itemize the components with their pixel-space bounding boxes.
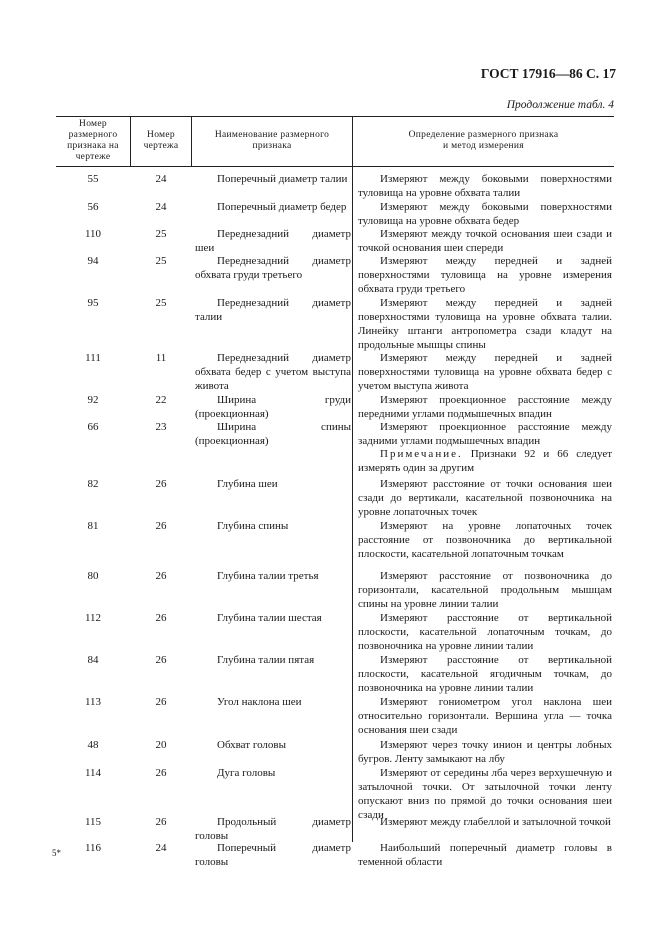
feature-name: Обхват головы	[217, 739, 286, 751]
column-header-definition: Определение размерного признака и метод измерения	[408, 130, 559, 151]
drawing-number: 22	[155, 394, 167, 406]
feature-name: Глубина талии шестая	[217, 612, 322, 624]
feature-definition: Измеряют между передней и задней поверхностями туловища на уровне измерения обхвата груди третьего	[358, 255, 612, 295]
feature-definition: Измеряют проекционное расстояние между задними углами подмышечных впадин	[358, 421, 612, 447]
feature-name: Угол наклона шеи	[217, 696, 302, 708]
table-row	[56, 653, 614, 695]
page-footer-mark: 5*	[52, 848, 61, 858]
drawing-number: 26	[155, 816, 167, 828]
drawing-number: 26	[155, 570, 167, 582]
feature-definition: Измеряют гониометром угол наклона шеи относительно горизонтали. Вершина угла — точка основания шеи сзади	[358, 696, 612, 736]
table-row	[56, 254, 614, 296]
table-row	[56, 351, 614, 393]
table-row	[56, 695, 614, 738]
feature-number: 56	[87, 201, 99, 213]
drawing-number: 24	[155, 201, 167, 213]
feature-name: Глубина шеи	[217, 478, 278, 490]
feature-number: 82	[87, 478, 99, 490]
feature-name: Ширина спины (проекционная)	[195, 421, 351, 447]
feature-number: 81	[87, 520, 99, 532]
feature-number: 55	[87, 173, 99, 185]
table-top-rule	[56, 116, 614, 117]
table-row	[56, 841, 614, 869]
note-title: Примечание.	[380, 448, 463, 460]
table-row	[56, 200, 614, 227]
feature-name: Переднезадний диаметр обхвата груди третьего	[195, 255, 351, 281]
feature-name: Продольный диаметр головы	[195, 816, 351, 842]
table-row	[56, 519, 614, 569]
feature-definition: Измеряют между передней и задней поверхностями туловища на уровне обхвата талии. Линейку штанги антропометра сзади кладут на продольные мышцы спины	[358, 297, 612, 351]
table-row	[56, 393, 614, 420]
drawing-number: 26	[155, 612, 167, 624]
drawing-number: 26	[155, 654, 167, 666]
table-row	[56, 227, 614, 254]
table-row	[56, 766, 614, 821]
table-row	[56, 477, 614, 519]
drawing-number: 24	[155, 173, 167, 185]
feature-number: 66	[87, 421, 99, 433]
table-row	[56, 172, 614, 200]
drawing-number: 11	[155, 352, 167, 364]
feature-number: 116	[84, 842, 102, 854]
feature-definition: Измеряют между точкой основания шеи сзади и точкой основания шеи спереди	[358, 228, 612, 254]
feature-number: 114	[84, 767, 102, 779]
feature-name: Поперечный диаметр бедер	[217, 201, 347, 213]
feature-definition: Измеряют на уровне лопаточных точек расстояние от позвоночника до вертикальной плоскости, касательной лопаточным точкам	[358, 520, 612, 560]
feature-number: 94	[87, 255, 99, 267]
table-row	[56, 296, 614, 351]
feature-definition: Измеряют между боковыми поверхностями туловища на уровне обхвата талии	[358, 173, 612, 199]
feature-definition: Наибольший поперечный диаметр головы в теменной области	[358, 842, 612, 868]
feature-definition: Измеряют между глабеллой и затылочной точкой	[380, 816, 611, 828]
feature-name: Глубина спины	[217, 520, 289, 532]
drawing-number: 26	[155, 696, 167, 708]
note-text	[358, 447, 612, 475]
table-row	[56, 738, 614, 766]
drawing-number: 26	[155, 767, 167, 779]
feature-name: Переднезадний диаметр талии	[195, 297, 351, 323]
drawing-number: 24	[155, 842, 167, 854]
table-row	[56, 569, 614, 611]
drawing-number: 25	[155, 255, 167, 267]
column-header-number: Номер размерного признака на чертеже	[67, 119, 119, 162]
feature-definition: Измеряют расстояние от позвоночника до горизонтали, касательной продольным мышцам спины на уровне линии талии	[358, 570, 612, 610]
table-row	[56, 420, 614, 447]
page-header: ГОСТ 17916—86 С. 17	[480, 66, 616, 81]
feature-definition: Измеряют между передней и задней поверхностями туловища на уровне обхвата бедер с учетом выступа живота	[358, 352, 612, 392]
drawing-number: 25	[155, 297, 167, 309]
table-header-rule	[56, 166, 614, 167]
feature-definition: Измеряют от середины лба через верхушечную и затылочной точки. От затылочной точки ленту опускают вниз по прямой до точки основания шеи сзади	[358, 767, 612, 821]
feature-definition: Измеряют расстояние от вертикальной плоскости, касательной лопаточным точкам, до позвоночника на уровне линии талии	[358, 612, 612, 652]
feature-number: 95	[87, 297, 99, 309]
feature-number: 113	[84, 696, 102, 708]
feature-number: 92	[87, 394, 99, 406]
drawing-number: 23	[155, 421, 167, 433]
feature-number: 48	[87, 739, 99, 751]
note-body: Признаки 92 и 66 следует измерять один за другим	[358, 448, 613, 474]
table-row	[56, 611, 614, 653]
feature-number: 84	[87, 654, 99, 666]
feature-number: 115	[84, 816, 102, 828]
feature-name: Глубина талии пятая	[217, 654, 315, 666]
feature-name: Переднезадний диаметр обхвата бедер с учетом выступа живота	[195, 352, 351, 392]
drawing-number: 26	[155, 520, 167, 532]
feature-definition: Измеряют через точку инион и центры лобных бугров. Ленту замыкают на лбу	[358, 739, 612, 765]
column-header-drawing: Номер чертежа	[143, 130, 179, 151]
table-continuation-label: Продолжение табл. 4	[506, 99, 614, 111]
feature-number: 110	[84, 228, 102, 240]
feature-name: Поперечный диаметр головы	[195, 842, 351, 868]
feature-definition: Измеряют расстояние от точки основания шеи сзади до вертикали, касательной позвоночника на уровне лопаточных точек	[358, 478, 612, 518]
note-row	[56, 447, 614, 477]
table-row	[56, 815, 614, 841]
feature-number: 80	[87, 570, 99, 582]
table-body	[56, 172, 614, 869]
feature-name: Поперечный диаметр талии	[217, 173, 348, 185]
feature-name: Дуга головы	[217, 767, 276, 779]
drawing-number: 25	[155, 228, 167, 240]
feature-definition: Измеряют проекционное расстояние между передними углами подмышечных впадин	[358, 394, 612, 420]
feature-number: 111	[85, 352, 101, 364]
feature-name: Переднезадний диаметр шеи	[195, 228, 351, 254]
feature-number: 112	[84, 612, 102, 624]
drawing-number: 20	[155, 739, 167, 751]
drawing-number: 26	[155, 478, 167, 490]
column-header-name: Наименование размерного признака	[214, 130, 330, 151]
feature-name: Ширина груди (проекционная)	[195, 394, 351, 420]
feature-definition: Измеряют расстояние от вертикальной плоскости, касательной ягодичным точкам, до позвоночника на уровне линии талии	[358, 654, 612, 694]
feature-name: Глубина талии третья	[217, 570, 319, 582]
feature-definition: Измеряют между боковыми поверхностями туловища на уровне обхвата бедер	[358, 201, 612, 227]
